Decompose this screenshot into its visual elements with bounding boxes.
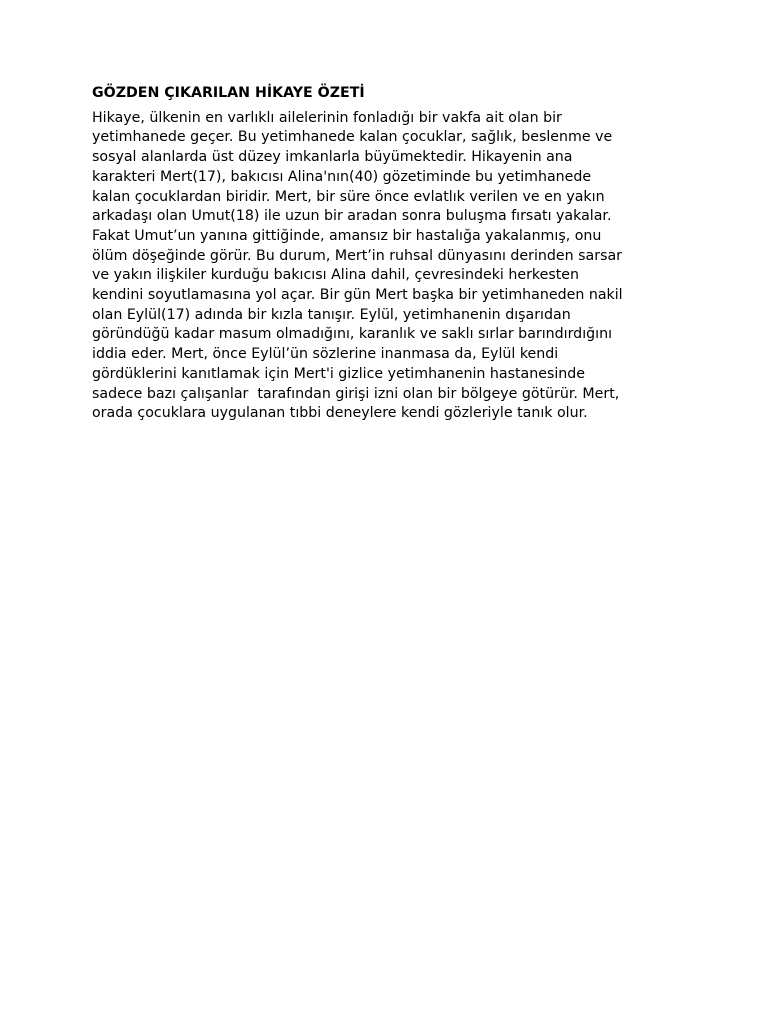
paragraph-line: sosyal alanlarda üst düzey imkanlarla büyümektedir. Hikayenin ana — [92, 149, 573, 166]
paragraph-line: ve yakın ilişkiler kurduğu bakıcısı Alina dahil, çevresindeki herkesten — [92, 267, 580, 284]
paragraph-line: olan Eylül(17) adında bir kızla tanışır. Eylül, yetimhanenin dışarıdan — [92, 306, 571, 323]
paragraph-line: kendini soyutlamasına yol açar. Bir gün Mert başka bir yetimhaneden nakil — [92, 287, 623, 304]
paragraph-line: orada çocuklara uygulanan tıbbi deneylere kendi gözleriyle tanık olur. — [92, 405, 588, 422]
document-title: GÖZDEN ÇIKARILAN HİKAYE ÖZETİ — [92, 85, 365, 101]
paragraph-line: Fakat Umut’un yanına gittiğinde, amansız bir hastalığa yakalanmış, onu — [92, 227, 602, 244]
paragraph-line: ölüm döşeğinde görür. Bu durum, Mert’in ruhsal dünyasını derinden sarsar — [92, 247, 622, 264]
paragraph-line: sadece bazı çalışanlar tarafından girişi izni olan bir bölgeye götürür. Mert, — [92, 385, 620, 402]
paragraph-line: yetimhanede geçer. Bu yetimhanede kalan çocuklar, sağlık, beslenme ve — [92, 129, 613, 146]
paragraph-line: Hikaye, ülkenin en varlıklı ailelerinin fonladığı bir vakfa ait olan bir — [92, 109, 562, 126]
paragraph-line: iddia eder. Mert, önce Eylül’ün sözlerine inanmasa da, Eylül kendi — [92, 346, 559, 363]
paragraph-line: karakteri Mert(17), bakıcısı Alina'nın(40) gözetiminde bu yetimhanede — [92, 168, 592, 185]
paragraph-line: gördüklerini kanıtlamak için Mert'i gizlice yetimhanenin hastanesinde — [92, 365, 586, 382]
paragraph-line: kalan çocuklardan biridir. Mert, bir süre önce evlatlık verilen ve en yakın — [92, 188, 605, 205]
paragraph-line: arkadaşı olan Umut(18) ile uzun bir aradan sonra buluşma fırsatı yakalar. — [92, 208, 612, 225]
summary-paragraph — [92, 109, 682, 424]
paragraph-line: göründüğü kadar masum olmadığını, karanlık ve saklı sırlar barındırdığını — [92, 326, 613, 343]
document-content — [92, 84, 682, 424]
